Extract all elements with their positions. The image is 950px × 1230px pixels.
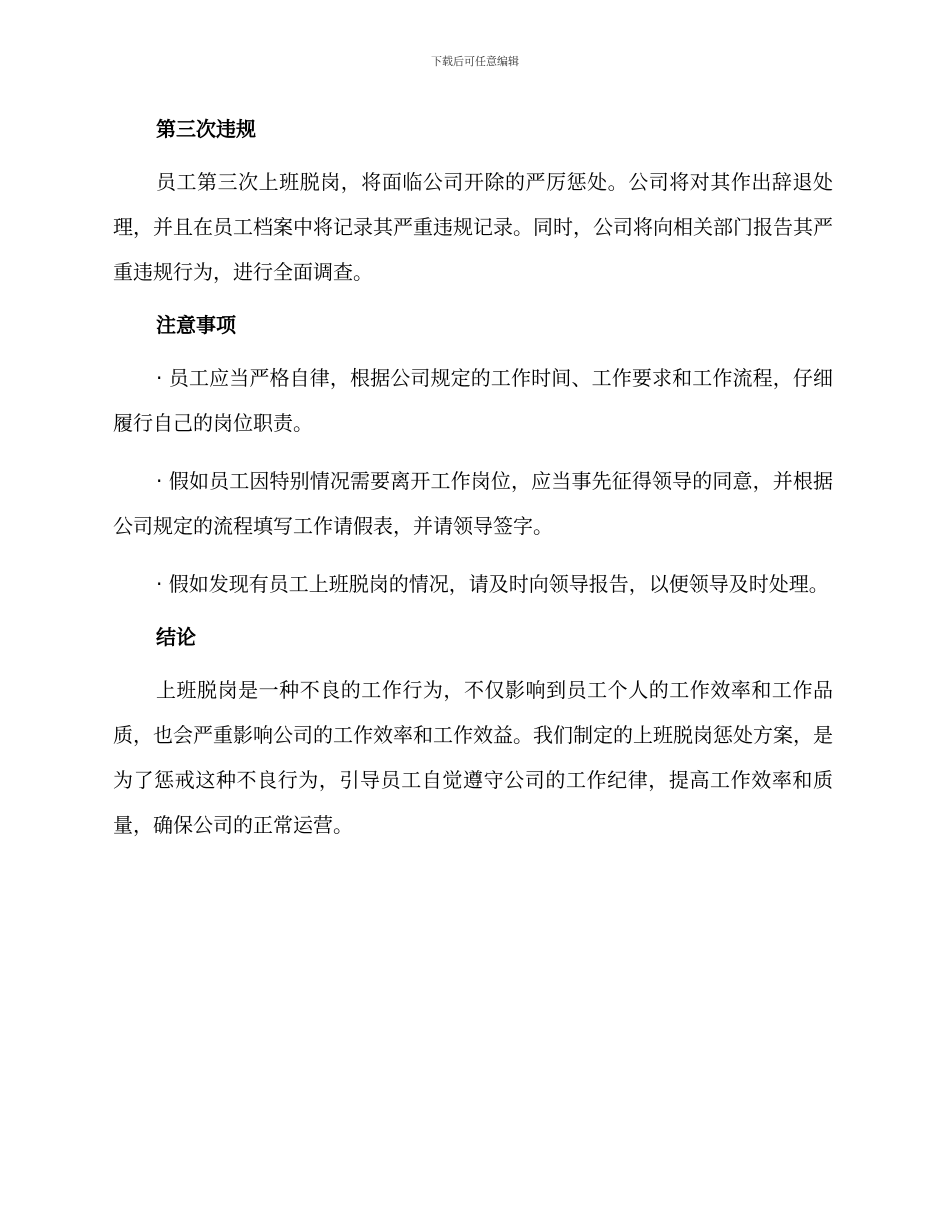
section-heading: 结论 xyxy=(156,625,196,649)
section-heading: 注意事项 xyxy=(156,313,236,337)
page-header: 下载后可任意编辑 xyxy=(431,55,519,68)
section-heading: 第三次违规 xyxy=(156,117,256,141)
paragraph: 员工第三次上班脱岗，将面临公司开除的严厉惩处。公司将对其作出辞退处理，并且在员工档案中将记录其严重违规记录。同时，公司将向相关部门报告其严重违规行为，进行全面调查。 xyxy=(113,170,833,284)
bullet-paragraph: · 假如员工因特别情况需要离开工作岗位，应当事先征得领导的同意，并根据公司规定的流程填写工作请假表，并请领导签字。 xyxy=(113,469,833,538)
document-body xyxy=(113,112,833,848)
bullet-paragraph: · 假如发现有员工上班脱岗的情况，请及时向领导报告，以便领导及时处理。 xyxy=(156,572,829,596)
bullet-paragraph: · 员工应当严格自律，根据公司规定的工作时间、工作要求和工作流程，仔细履行自己的岗位职责。 xyxy=(113,366,833,435)
paragraph: 上班脱岗是一种不良的工作行为，不仅影响到员工个人的工作效率和工作品质，也会严重影响公司的工作效率和工作效益。我们制定的上班脱岗惩处方案，是为了惩戒这种不良行为，引导员工自觉遵守公司的工作纪律，提高工作效率和质量，确保公司的正常运营。 xyxy=(113,678,833,837)
